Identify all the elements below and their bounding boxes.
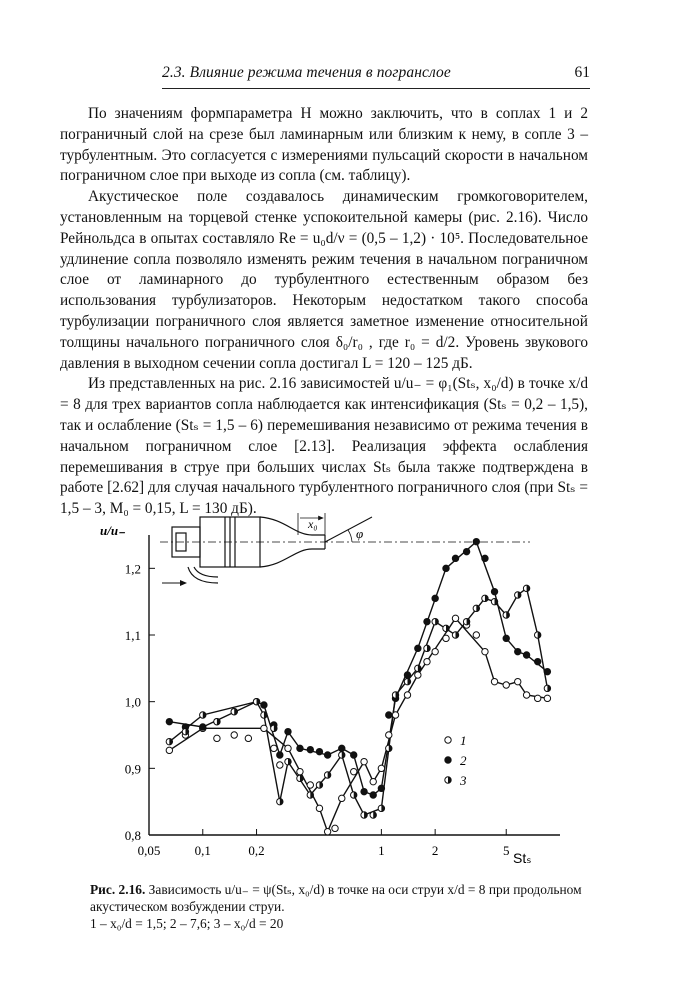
series-3-point bbox=[386, 745, 392, 751]
series-1-point bbox=[523, 692, 529, 698]
series-1-line bbox=[169, 618, 547, 831]
caption-label: Рис. 2.16. bbox=[90, 882, 146, 897]
x-tick-label: 0,05 bbox=[137, 843, 161, 858]
series-2-point bbox=[324, 752, 330, 758]
series-1-point bbox=[245, 735, 251, 741]
y-axis-label: u/u₋ bbox=[100, 523, 125, 538]
series-2-point bbox=[370, 792, 376, 798]
caption-text: Зависимость u/u₋ = ψ(Stₛ, x₀/d) в точке на оси струи x/d = 8 при продольном акустическом возбуждении струи. bbox=[90, 882, 582, 914]
series-1-point bbox=[443, 635, 449, 641]
chart bbox=[90, 505, 590, 880]
paragraph: Акустическое поле создавалось динамическим громкоговорителем, установленным на торцевой стенке успокоительной камеры (рис. 2.16). Число Рейнольдса в опытах составляло Re = u₀d/ν = (0,5 – 1,2) · 10⁵. Последовательное удлинение сопла позволяло изменять режим течения в начальном пограничном слое от ламинарного до турбулентного естественным образом без использования турбулизаторов. Некоторым недостатком такого способа турбулизации пограничного слоя является заметное изменение относительной толщины начального пограничного слоя δ₀/r₀ , где r₀ = d/2. Уровень звукового давления в выходном сечении сопла достигал L = 120 – 125 дБ. bbox=[60, 188, 588, 372]
y-tick-label: 1,1 bbox=[124, 628, 141, 643]
series-1-point bbox=[261, 725, 267, 731]
series-1-point bbox=[370, 778, 376, 784]
series-1-point bbox=[277, 762, 283, 768]
series-1-point bbox=[491, 678, 497, 684]
series-1-point bbox=[351, 768, 357, 774]
series-1-point bbox=[392, 712, 398, 718]
series-3-point bbox=[392, 692, 398, 698]
series-3-point bbox=[253, 698, 259, 704]
series-2-point bbox=[523, 652, 529, 658]
series-2-point bbox=[415, 645, 421, 651]
series-1-point bbox=[415, 672, 421, 678]
series-2-point bbox=[339, 745, 345, 751]
inset-label-phi: φ bbox=[356, 526, 364, 541]
series-1-point bbox=[339, 795, 345, 801]
series-3-point bbox=[351, 792, 357, 798]
series-3-point bbox=[534, 632, 540, 638]
series-3-point bbox=[316, 782, 322, 788]
series-2-point bbox=[297, 745, 303, 751]
x-tick-label: 1 bbox=[378, 843, 385, 858]
section-title: 2.3. Влияние режима течения в погранслое bbox=[162, 64, 451, 81]
series-2-point bbox=[473, 538, 479, 544]
series-2-point bbox=[277, 752, 283, 758]
series-2-point bbox=[404, 672, 410, 678]
series-2-point bbox=[503, 635, 509, 641]
paragraph: Из представленных на рис. 2.16 зависимостей u/u₋ = φ₁(Stₛ, x₀/d) в точке x/d = 8 для трех вариантов сопла наблюдается как интенсификация (Stₛ = 0,2 – 1,5), так и ослабление (Stₛ = 1,5 – 6) перемешивания независимо от режима течения в начальном пограничном слое [2.13]. Реализация эффекта ослабления перемешивания в струе при больших числах Stₛ была также подтверждена в работе [2.62] для случая начального турбулентного пограничного слоя (при Stₛ = 1,5 – 3, M₀ = 0,15, L = 130 дБ). bbox=[60, 375, 588, 518]
series-2-point bbox=[463, 548, 469, 554]
series-3-point bbox=[503, 612, 509, 618]
series-3-point bbox=[404, 678, 410, 684]
series-2-point bbox=[452, 555, 458, 561]
series-2-point bbox=[424, 618, 430, 624]
series-1-point bbox=[424, 658, 430, 664]
series-3-point bbox=[370, 812, 376, 818]
series-1-point bbox=[482, 648, 488, 654]
series-3-point bbox=[378, 805, 384, 811]
series-3-point bbox=[361, 812, 367, 818]
series-1-point bbox=[503, 682, 509, 688]
series-1-point bbox=[515, 678, 521, 684]
series-2-point bbox=[378, 785, 384, 791]
series-2-point bbox=[491, 588, 497, 594]
paragraph: По значениям формпараметра H можно заключить, что в соплах 1 и 2 пограничный слой на срезе был ламинарным или близким к нему, в сопле 3 – турбулентным. Это согласуется с измерениями пульсаций скорости в начальном пограничном слое при выходе из сопла (см. таблицу). bbox=[60, 105, 588, 185]
running-header bbox=[162, 64, 590, 86]
series-2-point bbox=[482, 555, 488, 561]
series-3-point bbox=[544, 685, 550, 691]
series-3-point bbox=[285, 758, 291, 764]
figure-caption bbox=[90, 881, 595, 932]
series-3-point bbox=[271, 725, 277, 731]
series-3-point bbox=[482, 595, 488, 601]
series-2-point bbox=[443, 565, 449, 571]
y-tick-label: 1,2 bbox=[124, 561, 141, 577]
series-3-point bbox=[452, 632, 458, 638]
series-1-point bbox=[332, 825, 338, 831]
series-1-point bbox=[534, 695, 540, 701]
series-3-point bbox=[523, 585, 529, 591]
y-tick-label: 0,9 bbox=[124, 761, 141, 777]
series-3-point bbox=[415, 665, 421, 671]
legend-marker-2 bbox=[445, 757, 451, 763]
series-1-point bbox=[307, 782, 313, 788]
series-1-point bbox=[378, 765, 384, 771]
legend-marker-3 bbox=[445, 777, 451, 783]
nozzle-diagram bbox=[160, 513, 530, 583]
series-1-point bbox=[473, 632, 479, 638]
x-tick-label: 2 bbox=[431, 843, 439, 858]
inset-label-x0: x₀ bbox=[308, 517, 318, 531]
series-3-point bbox=[463, 618, 469, 624]
y-tick-label: 1,0 bbox=[124, 694, 141, 710]
series-1-point bbox=[544, 695, 550, 701]
x-tick-label: 0,1 bbox=[194, 843, 211, 858]
series-3-point bbox=[324, 772, 330, 778]
series-3-point bbox=[339, 752, 345, 758]
series-2-point bbox=[307, 746, 313, 752]
series-1-point bbox=[324, 828, 330, 834]
series-3-point bbox=[261, 712, 267, 718]
series-3-point bbox=[443, 625, 449, 631]
series-3-point bbox=[491, 598, 497, 604]
series-1-point bbox=[404, 692, 410, 698]
legend-marker-1 bbox=[445, 737, 451, 743]
series-1-point bbox=[361, 758, 367, 764]
series-3-point bbox=[277, 798, 283, 804]
series-2-point bbox=[285, 728, 291, 734]
y-tick-label: 0,8 bbox=[124, 828, 141, 843]
page-number: 61 bbox=[574, 64, 590, 81]
series-1-point bbox=[285, 745, 291, 751]
series-3-point bbox=[515, 592, 521, 598]
series-1-point bbox=[316, 805, 322, 811]
series-2-point bbox=[515, 648, 521, 654]
header-divider bbox=[162, 88, 590, 89]
series-1-point bbox=[214, 735, 220, 741]
legend-label-3: 3 bbox=[460, 773, 467, 788]
series-1-point bbox=[386, 732, 392, 738]
legend-label-2: 2 bbox=[460, 753, 467, 768]
series-2-point bbox=[544, 668, 550, 674]
x-tick-label: 0,2 bbox=[248, 843, 265, 858]
series-3-point bbox=[200, 712, 206, 718]
series-3-point bbox=[182, 728, 188, 734]
series-1-point bbox=[271, 745, 277, 751]
x-axis-label: Stₛ bbox=[513, 850, 532, 866]
series-1-point bbox=[432, 648, 438, 654]
series-3-point bbox=[473, 605, 479, 611]
series-1-point bbox=[231, 732, 237, 738]
x-tick-label: 5 bbox=[502, 843, 510, 858]
series-2-point bbox=[432, 595, 438, 601]
series-3-point bbox=[432, 618, 438, 624]
figure-2-16 bbox=[90, 505, 590, 880]
series-1-point bbox=[452, 615, 458, 621]
series-3-point bbox=[424, 645, 430, 651]
series-2-point bbox=[386, 712, 392, 718]
series-3-point bbox=[166, 738, 172, 744]
series-2-point bbox=[351, 752, 357, 758]
series-3-point bbox=[297, 775, 303, 781]
series-2-point bbox=[261, 702, 267, 708]
series-3-line bbox=[169, 588, 547, 815]
series-2-point bbox=[534, 658, 540, 664]
series-2-point bbox=[200, 724, 206, 730]
series-2-point bbox=[166, 718, 172, 724]
series-3-point bbox=[214, 718, 220, 724]
body-text bbox=[60, 104, 588, 520]
series-1-point bbox=[297, 768, 303, 774]
series-3-point bbox=[307, 792, 313, 798]
legend-label-1: 1 bbox=[460, 733, 467, 748]
series-2-point bbox=[316, 748, 322, 754]
caption-legend: 1 – x₀/d = 1,5; 2 – 7,6; 3 – x₀/d = 20 bbox=[90, 916, 284, 931]
series-3-point bbox=[231, 708, 237, 714]
series-2-point bbox=[361, 788, 367, 794]
series-1-point bbox=[166, 747, 172, 753]
